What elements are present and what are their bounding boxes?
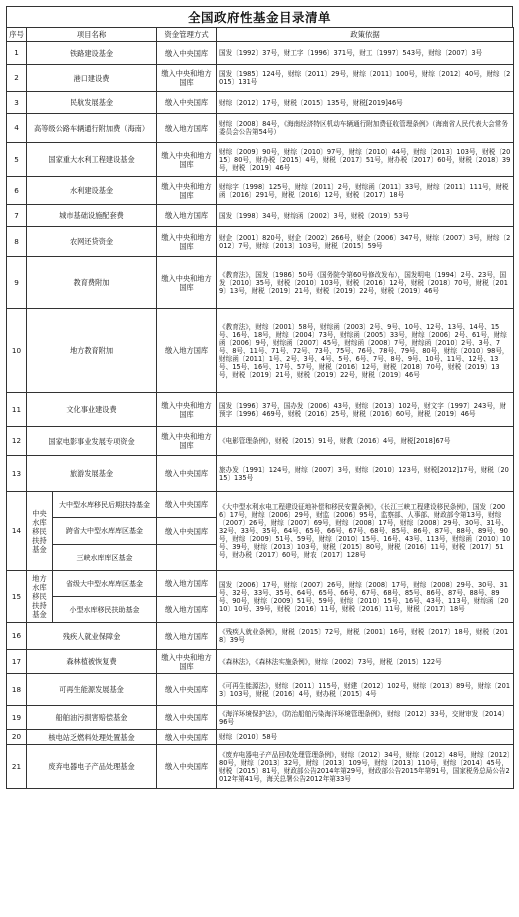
table-row bbox=[7, 393, 514, 427]
policy-basis: 《废弃电器电子产品回收处理管理条例》，财综〔2012〕34号，财综〔2012〕48号，财综〔2012〕80号，财综〔2013〕32号，财综〔2013〕109号，财综〔2013〕110号，财综〔2014〕45号，财税〔2015〕81号，财政部公告2014年第29号，财政部公告2015年第91号，国家税务总局公告2012年第41号，海关总署公告2012年第33号 bbox=[217, 745, 514, 789]
management-method: 缴入地方国库 bbox=[157, 571, 217, 597]
management-method: 缴入地方国库 bbox=[157, 623, 217, 650]
item-name: 国家电影事业发展专项资金 bbox=[27, 427, 157, 456]
management-method: 缴入中央国库 bbox=[157, 456, 217, 492]
row-number: 16 bbox=[7, 623, 27, 650]
table-header-row bbox=[7, 28, 514, 42]
table-row bbox=[7, 456, 514, 492]
fund-catalog-table bbox=[6, 27, 514, 789]
sub-item-name: 跨省大中型水库库区基金 bbox=[53, 518, 157, 545]
item-name: 农网还贷资金 bbox=[27, 227, 157, 257]
row-number: 10 bbox=[7, 309, 27, 393]
management-method: 缴入中央国库 bbox=[157, 42, 217, 65]
policy-basis: 《电影管理条例》，财税〔2015〕91号，财教〔2016〕4号，财税[2018]67号 bbox=[217, 427, 514, 456]
table-row bbox=[7, 227, 514, 257]
row-number: 12 bbox=[7, 427, 27, 456]
policy-basis: 财综〔2009〕90号，财综〔2010〕97号，财综〔2010〕44号，财综〔2013〕103号，财税〔2015〕80号，财办税〔2015〕4号，财税〔2017〕51号，财办税〔2017〕60号，财税〔2018〕39号，财税〔2019〕46号 bbox=[217, 143, 514, 177]
table-row bbox=[7, 706, 514, 730]
management-method: 缴入中央和地方国库 bbox=[157, 257, 217, 309]
sub-item-name: 省级大中型水库库区基金 bbox=[53, 571, 157, 597]
policy-basis: 财综字〔1998〕125号，财综〔2011〕2号，财综函〔2011〕33号，财综〔2011〕111号，财税函〔2016〕291号，财税〔2016〕12号，财税〔2017〕18号 bbox=[217, 177, 514, 205]
management-method: 缴入中央和地方国库 bbox=[157, 393, 217, 427]
policy-basis: 财综〔2012〕17号，财税〔2015〕135号，财税[2019]46号 bbox=[217, 92, 514, 114]
header-mgmt: 资金管理方式 bbox=[157, 28, 217, 42]
management-method: 缴入中央国库 bbox=[157, 518, 217, 545]
table-row bbox=[7, 257, 514, 309]
table-row bbox=[7, 143, 514, 177]
table-row bbox=[7, 92, 514, 114]
item-name: 城市基础设施配套费 bbox=[27, 205, 157, 227]
policy-basis: 《可再生能源法》，财综〔2011〕115号，财建〔2012〕102号，财综〔2013〕89号，财综〔2013〕103号，财税〔2016〕4号，财办税〔2015〕4号 bbox=[217, 674, 514, 706]
table-row bbox=[7, 571, 514, 597]
policy-basis: 国发〔1996〕37号，国办发〔2006〕43号，财综〔2013〕102号，财文字〔1997〕243号，财预字〔1996〕469号，财税〔2016〕25号，财税〔2016〕60号，财税〔2019〕46号 bbox=[217, 393, 514, 427]
table-row bbox=[7, 427, 514, 456]
policy-basis: 国发〔2006〕17号，财综〔2007〕26号，财综〔2008〕17号，财综〔2008〕29号、30号、31号、32号、33号、35号、64号、65号、66号、67号、68号、85号、86号、87号、88号、89号、90号，财综〔2009〕51号、59号，财综〔2010〕15号、16号、43号、113号，财综函〔2010〕10号、39号，财税〔2016〕11号，财税〔2016〕11号，财税〔2017〕18号 bbox=[217, 571, 514, 623]
row-number: 17 bbox=[7, 650, 27, 674]
row-number: 18 bbox=[7, 674, 27, 706]
table-row bbox=[7, 730, 514, 745]
table-row bbox=[7, 492, 514, 518]
table-row bbox=[7, 114, 514, 143]
item-name: 核电站乏燃料处理处置基金 bbox=[27, 730, 157, 745]
row-number: 15 bbox=[7, 571, 27, 623]
row-number: 9 bbox=[7, 257, 27, 309]
row-number: 11 bbox=[7, 393, 27, 427]
policy-basis: 财综〔2008〕84号，《海南经济特区机动车辆通行附加费征收管理条例》（海南省人民代表大会常务委员会公告第54号） bbox=[217, 114, 514, 143]
item-name: 教育费附加 bbox=[27, 257, 157, 309]
management-method: 缴入地方国库 bbox=[157, 114, 217, 143]
table-row bbox=[7, 623, 514, 650]
item-name: 船舶油污损害赔偿基金 bbox=[27, 706, 157, 730]
table-row bbox=[7, 650, 514, 674]
management-method: 缴入地方国库 bbox=[157, 205, 217, 227]
page-title: 全国政府性基金目录清单 bbox=[6, 6, 513, 27]
row-number: 21 bbox=[7, 745, 27, 789]
row-number: 6 bbox=[7, 177, 27, 205]
row-number: 14 bbox=[7, 492, 27, 571]
row-number: 7 bbox=[7, 205, 27, 227]
management-method: 缴入中央和地方国库 bbox=[157, 427, 217, 456]
item-name: 可再生能源发展基金 bbox=[27, 674, 157, 706]
row-number: 8 bbox=[7, 227, 27, 257]
management-method: 缴入地方国库 bbox=[157, 309, 217, 393]
item-name: 旅游发展基金 bbox=[27, 456, 157, 492]
policy-basis: 《大中型水利水电工程建设征地补偿和移民安置条例》，《长江三峡工程建设移民条例》，国发〔2006〕17号，财综〔2006〕29号，财监〔2006〕95号，监察部、人事部、财政部令第13号，财综〔2007〕26号，财综〔2007〕69号，财综〔2008〕17号，财综〔2008〕29号、30号、31号、32号、33号、35号、64号、65号、66号、67号、68号、85号、86号、87号、88号、89号、90号，财综〔2009〕51号、59号，财综〔2010〕15号、16号、43号、113号，财综函〔2010〕10号、39号，财综〔2013〕103号，财税〔2015〕80号，财税〔2016〕11号，财税〔2017〕51号，财办税〔2017〕60号，财农〔2017〕128号 bbox=[217, 492, 514, 571]
row-number: 19 bbox=[7, 706, 27, 730]
policy-basis: 《教育法》，国发〔1986〕50号（国务院令第60号修改发布），国发明电〔1994〕2号、23号，国发〔2010〕35号，财税〔2010〕103号，财税〔2016〕12号，财税〔2018〕70号，财税〔2019〕13号，财税〔2019〕21号，财税〔2019〕22号，财税〔2019〕46号 bbox=[217, 257, 514, 309]
item-name: 国家重大水利工程建设基金 bbox=[27, 143, 157, 177]
management-method: 缴入中央国库 bbox=[157, 706, 217, 730]
management-method: 缴入中央和地方国库 bbox=[157, 65, 217, 92]
policy-basis: 《残疾人就业条例》，财税〔2015〕72号，财税〔2001〕16号，财税〔2017〕18号，财税〔2018〕39号 bbox=[217, 623, 514, 650]
policy-basis: 国发〔1985〕124号，财综〔2011〕29号，财综〔2011〕100号，财综〔2012〕40号，财综〔2015〕131号 bbox=[217, 65, 514, 92]
policy-basis: 财综〔2010〕58号 bbox=[217, 730, 514, 745]
item-name: 残疾人就业保障金 bbox=[27, 623, 157, 650]
sub-item-name: 三峡水库库区基金 bbox=[53, 545, 157, 571]
sub-item-name: 大中型水库移民后期扶持基金 bbox=[53, 492, 157, 518]
policy-basis: 国发〔1992〕37号，财工字〔1996〕371号，财工〔1997〕543号，财综〔2007〕3号 bbox=[217, 42, 514, 65]
header-basis: 政策依据 bbox=[217, 28, 514, 42]
item-name: 文化事业建设费 bbox=[27, 393, 157, 427]
item-name: 民航发展基金 bbox=[27, 92, 157, 114]
management-method: 缴入中央国库 bbox=[157, 745, 217, 789]
table-row bbox=[7, 745, 514, 789]
policy-basis: 国发〔1998〕34号，财综函〔2002〕3号，财税〔2019〕53号 bbox=[217, 205, 514, 227]
policy-basis: 旅办发〔1991〕124号，财综〔2007〕3号，财综〔2010〕123号，财税[2012]17号，财税〔2015〕135号 bbox=[217, 456, 514, 492]
item-name: 水利建设基金 bbox=[27, 177, 157, 205]
row-number: 3 bbox=[7, 92, 27, 114]
policy-basis: 《森林法》，《森林法实施条例》，财综〔2002〕73号，财税〔2015〕122号 bbox=[217, 650, 514, 674]
table-row bbox=[7, 42, 514, 65]
policy-basis: 《海洋环境保护法》，《防治船舶污染海洋环境管理条例》，财综〔2012〕33号，交财审发〔2014〕96号 bbox=[217, 706, 514, 730]
item-name: 地方教育附加 bbox=[27, 309, 157, 393]
row-number: 5 bbox=[7, 143, 27, 177]
row-number: 1 bbox=[7, 42, 27, 65]
table-row bbox=[7, 177, 514, 205]
management-method bbox=[157, 545, 217, 571]
header-no: 序号 bbox=[7, 28, 27, 42]
row-number: 2 bbox=[7, 65, 27, 92]
management-method: 缴入中央和地方国库 bbox=[157, 650, 217, 674]
management-method: 缴入地方国库 bbox=[157, 597, 217, 623]
row-number: 13 bbox=[7, 456, 27, 492]
table-row bbox=[7, 65, 514, 92]
table-row bbox=[7, 309, 514, 393]
item-name: 港口建设费 bbox=[27, 65, 157, 92]
management-method: 缴入中央和地方国库 bbox=[157, 227, 217, 257]
item-name: 废弃电器电子产品处理基金 bbox=[27, 745, 157, 789]
item-name: 森林植被恢复费 bbox=[27, 650, 157, 674]
row-number: 4 bbox=[7, 114, 27, 143]
management-method: 缴入中央国库 bbox=[157, 730, 217, 745]
item-name: 高等级公路车辆通行附加费（海南） bbox=[27, 114, 157, 143]
table-row bbox=[7, 674, 514, 706]
management-method: 缴入中央和地方国库 bbox=[157, 177, 217, 205]
header-name: 项目名称 bbox=[27, 28, 157, 42]
fund-group-name: 中央水库移民扶持基金 bbox=[27, 492, 53, 571]
management-method: 缴入中央国库 bbox=[157, 92, 217, 114]
policy-basis: 《教育法》，财综〔2001〕58号，财综函〔2003〕2号、9号、10号、12号、13号、14号、15号、16号、18号，财综〔2004〕73号，财综函〔2005〕33号，财综〔2006〕2号、61号，财综函〔2006〕9号，财综函〔2007〕45号，财综函〔2008〕7号，财综函〔2010〕2号、3号、7号、8号、11号、71号、72号、73号、75号、76号、78号、79号、80号，财综〔2010〕98号，财综函〔2011〕1号、2号、3号、4号、5号、6号、7号、8号、9号、10号、11号、12号、13号、15号、16号、17号、57号，财税〔2016〕12号，财税〔2018〕70号，财税〔2019〕13号，财税〔2019〕21号，财税〔2019〕22号，财税〔2019〕46号 bbox=[217, 309, 514, 393]
fund-group-name: 地方水库移民扶持基金 bbox=[27, 571, 53, 623]
row-number: 20 bbox=[7, 730, 27, 745]
policy-basis: 财企〔2001〕820号，财企〔2002〕266号，财企〔2006〕347号，财综〔2007〕3号，财综〔2012〕7号，财综〔2013〕103号，财税〔2015〕59号 bbox=[217, 227, 514, 257]
table-body bbox=[7, 42, 514, 789]
management-method: 缴入中央和地方国库 bbox=[157, 143, 217, 177]
sub-item-name: 小型水库移民扶助基金 bbox=[53, 597, 157, 623]
management-method: 缴入中央国库 bbox=[157, 674, 217, 706]
management-method: 缴入中央国库 bbox=[157, 492, 217, 518]
table-row bbox=[7, 205, 514, 227]
item-name: 铁路建设基金 bbox=[27, 42, 157, 65]
